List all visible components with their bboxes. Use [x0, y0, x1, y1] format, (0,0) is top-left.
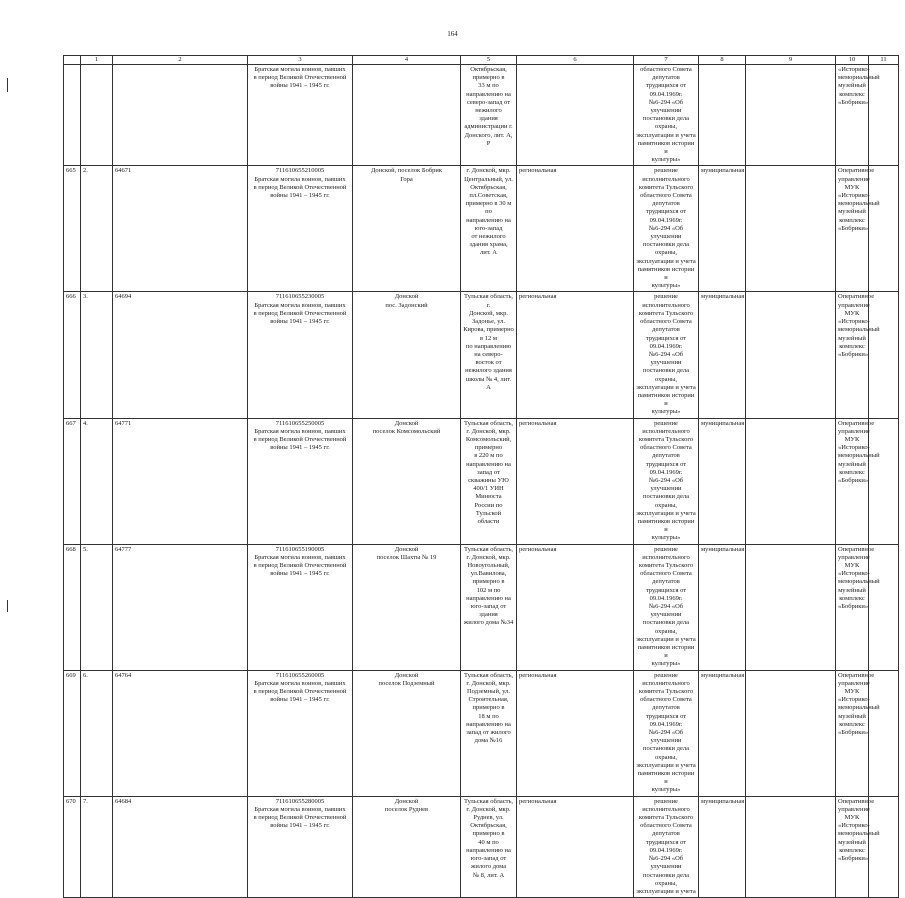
column-8-cell: [746, 292, 836, 418]
municipality-text: Донской, поселок Бобрик Гора: [370, 167, 443, 183]
document-text: решение исполнительного комитета Тульского областного Совета депутатов трудящихся от 09.04.1969г. №6-294 «Об улучшении постановки дела охраны, эксплуатации и учета памятников истории и культуры»: [636, 293, 696, 416]
row-number-cell: [64, 544, 81, 670]
row-number-cell: [64, 796, 81, 897]
user-text: Оперативное управление МУК «Историко- мемориальный музейный комплекс «Бобрики»: [838, 293, 880, 358]
document-text: областного Совета депутатов трудящихся от 09.04.1969г. №6-294 «Об улучшении постановки дела охраны, эксплуатации и учета памятников истории и культуры»: [636, 66, 696, 164]
address-cell: [461, 544, 517, 670]
ownership-cell: [699, 65, 746, 166]
header-cell: 2: [113, 56, 248, 65]
address-text: Тульская область, г. Донской, мкр. Комсомольский, примерно в 220 м по направлению на запад от скважины УЮ 400/1 УИН Минюста России по Тульской области: [463, 419, 514, 525]
row-number-cell: [64, 670, 81, 796]
address-text: г. Донской, мкр. Центральный, ул. Октябрьская, пл.Советская, примерно в 30 м по направлению на юго-запад от нежилого здания храма, лит. А: [464, 167, 513, 257]
table-row: [64, 544, 899, 670]
column-10-cell: [869, 670, 899, 796]
user-text: Оперативное управление МУК «Историко- мемориальный музейный комплекс «Бобрики»: [838, 167, 880, 232]
ownership-text: муниципальная: [701, 167, 745, 175]
object-name: Братская могила воинов, павших в период Великой Отечественной войны 1941 – 1945 гг.: [253, 66, 347, 90]
user-cell: [836, 796, 880, 897]
register-id-text: 64694: [115, 293, 132, 301]
object-name: Братская могила воинов, павших в период Великой Отечественной войны 1941 – 1945 гг.: [253, 427, 347, 452]
register-id-text: 64764: [115, 671, 132, 679]
object-name-cell: [248, 544, 353, 670]
category-text: региональная: [519, 545, 557, 553]
column-8-cell: [746, 418, 836, 544]
item-number-text: 6.: [83, 671, 88, 679]
category-cell: [517, 796, 634, 897]
object-name: Братская могила воинов, павших в период Великой Отечественной войны 1941 – 1945 гг.: [253, 553, 347, 578]
document-text: решение исполнительного комитета Тульского областного Совета депутатов трудящихся от 09.04.1969г. №6-294 «Об улучшении постановки дела охраны, эксплуатации и учета памятников истории и культуры»: [636, 545, 696, 668]
column-8-cell: [746, 65, 836, 166]
ownership-text: муниципальная: [701, 797, 745, 805]
register-id-cell: [113, 292, 248, 418]
municipality-cell: [353, 166, 461, 292]
row-number-text: 666: [66, 293, 76, 301]
row-number-text: 667: [66, 419, 76, 427]
category-cell: [517, 670, 634, 796]
user-text: Оперативное управление МУК «Историко- мемориальный музейный комплекс «Бобрики»: [838, 419, 880, 484]
column-10-cell: [869, 418, 899, 544]
header-cell: 4: [353, 56, 461, 65]
category-text: региональная: [519, 797, 557, 805]
object-code: 711610655280005: [275, 797, 325, 805]
table-row: [64, 418, 899, 544]
address-text: Тульская область, г. Донской, мкр. Задонье, ул. Кирова, примерно в 12 м по направлению на северо- восток от нежилого здания школы № 4, лит. А: [463, 293, 514, 391]
object-code: 711610655250005: [275, 419, 325, 427]
row-number-text: 668: [66, 545, 76, 553]
user-text: Оперативное управление МУК «Историко- мемориальный музейный комплекс «Бобрики»: [838, 797, 880, 863]
row-number-cell: [64, 418, 81, 544]
column-8-cell: [746, 670, 836, 796]
column-8-cell: [746, 796, 836, 897]
register-id-text: 64777: [115, 545, 132, 553]
item-number-cell: [81, 292, 113, 418]
register-id-text: 64684: [115, 797, 132, 805]
document-text: решение исполнительного комитета Тульского областного Совета депутатов трудящихся от 09.04.1969г. №6-294 «Об улучшении постановки дела охраны, эксплуатации и учета: [636, 797, 696, 895]
object-name: Братская могила воинов, павших в период Великой Отечественной войны 1941 – 1945 гг.: [253, 301, 347, 326]
row-number-text: 665: [66, 167, 76, 175]
row-number-cell: [64, 166, 81, 292]
category-text: региональная: [519, 167, 557, 175]
address-cell: [461, 65, 517, 166]
item-number-cell: [81, 65, 113, 166]
row-number-cell: [64, 65, 81, 166]
user-cell: [836, 670, 880, 796]
user-text: «Историко- мемориальный музейный комплекс «Бобрики»: [838, 66, 880, 106]
address-cell: [461, 166, 517, 292]
column-10-cell: [869, 292, 899, 418]
document-cell: [634, 65, 699, 166]
item-number-cell: [81, 670, 113, 796]
header-cell: 7: [634, 56, 699, 65]
left-margin-mark-bottom: [7, 600, 8, 612]
header-cell: 8: [699, 56, 746, 65]
column-8-cell: [746, 166, 836, 292]
user-text: Оперативное управление МУК «Историко- мемориальный музейный комплекс «Бобрики»: [838, 545, 880, 610]
document-cell: [634, 418, 699, 544]
ownership-text: муниципальная: [701, 545, 745, 553]
ownership-cell: [699, 796, 746, 897]
address-text: Тульская область, г. Донской, мкр. Руднев, ул. Октябрьская, примерно в 40 м по направлению на юго-запад от жилого дома № 8, лит. А: [463, 797, 514, 879]
header-cell-blank: [64, 56, 81, 65]
user-cell: [836, 544, 880, 670]
category-cell: [517, 65, 634, 166]
category-cell: [517, 166, 634, 292]
column-10-cell: [869, 544, 899, 670]
row-number-cell: [64, 292, 81, 418]
document-cell: [634, 292, 699, 418]
municipality-cell: [353, 544, 461, 670]
object-code: 711610655260005: [275, 671, 325, 679]
document-cell: [634, 166, 699, 292]
object-name-cell: [248, 418, 353, 544]
header-cell: 9: [746, 56, 836, 65]
header-cell: 3: [248, 56, 353, 65]
municipality-text: Донской поселок Комсомольский: [372, 419, 441, 435]
register-id-cell: [113, 418, 248, 544]
object-name-cell: [248, 65, 353, 166]
row-number-text: 670: [66, 797, 76, 805]
register-id-cell: [113, 796, 248, 897]
ownership-cell: [699, 418, 746, 544]
user-cell: [836, 292, 880, 418]
category-cell: [517, 418, 634, 544]
object-name-cell: [248, 166, 353, 292]
heritage-register-table: [63, 55, 899, 898]
user-text: Оперативное управление МУК «Историко- мемориальный музейный комплекс «Бобрики»: [838, 671, 880, 737]
register-id-cell: [113, 544, 248, 670]
item-number-cell: [81, 796, 113, 897]
ownership-cell: [699, 544, 746, 670]
register-id-cell: [113, 166, 248, 292]
municipality-cell: [353, 796, 461, 897]
document-text: решение исполнительного комитета Тульского областного Совета депутатов трудящихся от 09.04.1969г. №6-294 «Об улучшении постановки дела охраны, эксплуатации и учета памятников истории и культуры»: [636, 167, 696, 290]
document-text: решение исполнительного комитета Тульского областного Совета депутатов трудящихся от 09.04.1969г. №6-294 «Об улучшении постановки дела охраны, эксплуатации и учета памятников истории и культуры»: [636, 419, 696, 542]
municipality-cell: [353, 670, 461, 796]
column-number-row: [64, 56, 899, 65]
user-cell: [836, 65, 880, 166]
register-id-text: 64771: [115, 419, 132, 427]
document-cell: [634, 796, 699, 897]
ownership-text: муниципальная: [701, 293, 745, 301]
item-number-text: 5.: [83, 545, 88, 553]
item-number-text: 3.: [83, 293, 88, 301]
object-code: 711610655190005: [275, 545, 325, 553]
item-number-cell: [81, 418, 113, 544]
column-10-cell: [869, 166, 899, 292]
address-text: Октябрьская, примерно в 33 м по направлению на северо-запад от нежилого здания администрации г. Донского, лит. А, Р: [464, 66, 513, 147]
document-text: решение исполнительного комитета Тульского областного Совета депутатов трудящихся от 09.04.1969г. №6-294 «Об улучшении постановки дела охраны, эксплуатации и учета памятников истории и культуры»: [636, 671, 696, 794]
municipality-text: Донской поселок Руднев: [384, 797, 429, 813]
municipality-cell: [353, 292, 461, 418]
ownership-text: муниципальная: [701, 671, 745, 679]
table-row: [64, 292, 899, 418]
object-code: 711610655230005: [275, 293, 325, 301]
object-name: Братская могила воинов, павших в период Великой Отечественной войны 1941 – 1945 гг.: [253, 679, 347, 704]
item-number-text: 7.: [83, 797, 88, 805]
municipality-text: Донской поселок Шахты № 19: [376, 545, 437, 561]
left-margin-mark-top: [7, 78, 8, 92]
table-row: [64, 65, 899, 166]
ownership-cell: [699, 292, 746, 418]
user-cell: [836, 166, 880, 292]
object-name-cell: [248, 796, 353, 897]
category-text: региональная: [519, 671, 557, 679]
municipality-text: Донской поселок Подземный: [378, 671, 435, 687]
item-number-cell: [81, 166, 113, 292]
category-text: региональная: [519, 419, 557, 427]
document-cell: [634, 544, 699, 670]
municipality-cell: [353, 418, 461, 544]
ownership-cell: [699, 166, 746, 292]
municipality-text: Донской пос. Задонский: [385, 293, 428, 309]
page-number: 164: [447, 30, 458, 38]
address-text: Тульская область, г. Донской, мкр. Подземный, ул. Строительная, примерно в 18 м по направлению на запад от жилого дома №16: [463, 671, 514, 745]
object-code: 711610655210005: [275, 167, 325, 175]
row-number-text: 669: [66, 671, 76, 679]
table-row: [64, 670, 899, 796]
header-cell: 11: [869, 56, 899, 65]
address-cell: [461, 292, 517, 418]
address-cell: [461, 796, 517, 897]
header-cell: 5: [461, 56, 517, 65]
table-row: [64, 796, 899, 897]
table-row: [64, 166, 899, 292]
item-number-cell: [81, 544, 113, 670]
address-cell: [461, 670, 517, 796]
ownership-cell: [699, 670, 746, 796]
object-name-cell: [248, 670, 353, 796]
register-id-cell: [113, 670, 248, 796]
municipality-cell: [353, 65, 461, 166]
category-cell: [517, 292, 634, 418]
register-id-cell: [113, 65, 248, 166]
document-cell: [634, 670, 699, 796]
item-number-text: 4.: [83, 419, 88, 427]
item-number-text: 2.: [83, 167, 88, 175]
object-name-cell: [248, 292, 353, 418]
header-cell: 6: [517, 56, 634, 65]
address-cell: [461, 418, 517, 544]
category-text: региональная: [519, 293, 557, 301]
category-cell: [517, 544, 634, 670]
object-name: Братская могила воинов, павших в период Великой Отечественной войны 1941 – 1945 гг.: [253, 175, 347, 200]
column-8-cell: [746, 544, 836, 670]
user-cell: [836, 418, 880, 544]
register-id-text: 64671: [115, 167, 132, 175]
header-cell: 1: [81, 56, 113, 65]
column-10-cell: [869, 796, 899, 897]
object-name: Братская могила воинов, павших в период Великой Отечественной войны 1941 – 1945 гг.: [253, 805, 347, 830]
address-text: Тульская область, г. Донской, мкр. Новоугольный, ул.Вавилова, примерно в 102 м по направлению на юго-запад от здания жилого дома №34: [463, 545, 514, 627]
header-cell: 10: [836, 56, 869, 65]
ownership-text: муниципальная: [701, 419, 745, 427]
